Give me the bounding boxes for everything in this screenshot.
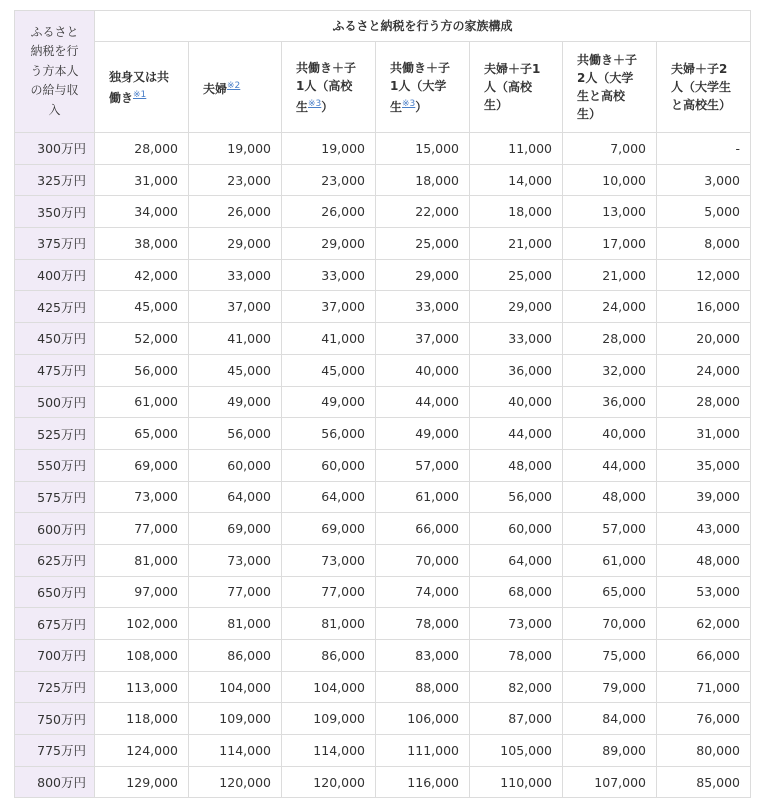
column-header (470, 42, 563, 133)
limit-value-cell: 71,000 (657, 671, 751, 703)
column-header (95, 42, 189, 133)
limit-value-cell: 81,000 (95, 544, 189, 576)
column-header-line (109, 68, 184, 86)
limit-value-cell: 32,000 (563, 354, 657, 386)
limit-value-cell: 57,000 (563, 513, 657, 545)
column-header-line (671, 60, 746, 78)
limit-value-cell: 107,000 (563, 766, 657, 798)
table-row (15, 544, 751, 576)
limit-value-cell: 14,000 (470, 164, 563, 196)
limit-value-cell: 23,000 (189, 164, 282, 196)
income-cell: 750万円 (15, 703, 95, 735)
limit-value-cell: 69,000 (282, 513, 376, 545)
limit-value-cell: 33,000 (282, 259, 376, 291)
column-header (376, 42, 470, 133)
column-header-text: ） (415, 99, 428, 114)
income-cell: 800万円 (15, 766, 95, 798)
limit-value-cell: 37,000 (282, 291, 376, 323)
limit-value-cell: 16,000 (657, 291, 751, 323)
limit-value-cell: 22,000 (376, 196, 470, 228)
column-header-line (577, 105, 652, 123)
limit-value-cell: 48,000 (657, 544, 751, 576)
footnote-link[interactable]: ※3 (308, 98, 322, 109)
limit-value-cell: 65,000 (563, 576, 657, 608)
limit-value-cell: 89,000 (563, 735, 657, 767)
income-cell: 400万円 (15, 259, 95, 291)
table-row (15, 228, 751, 260)
limit-value-cell: 24,000 (563, 291, 657, 323)
column-header-line (390, 77, 465, 95)
column-header (282, 42, 376, 133)
table-row (15, 481, 751, 513)
table-wrapper (14, 10, 751, 798)
limit-value-cell: 11,000 (470, 133, 563, 165)
limit-value-cell: 44,000 (470, 418, 563, 450)
column-header-text: 生と高校 (577, 89, 626, 103)
limit-value-cell: 77,000 (95, 513, 189, 545)
limit-value-cell: 116,000 (376, 766, 470, 798)
limit-value-cell: 52,000 (95, 323, 189, 355)
limit-value-cell: 109,000 (189, 703, 282, 735)
column-header-line (577, 51, 652, 69)
limit-value-cell: 28,000 (657, 386, 751, 418)
limit-value-cell: 108,000 (95, 640, 189, 672)
row-header-title-line: う方本人 (30, 63, 79, 78)
limit-value-cell: 57,000 (376, 449, 470, 481)
limit-value-cell: 49,000 (282, 386, 376, 418)
limit-value-cell: 78,000 (470, 640, 563, 672)
limit-value-cell: 87,000 (470, 703, 563, 735)
column-header-text: 人（大学生 (671, 80, 732, 94)
column-header-text: 生） (577, 107, 602, 121)
row-header-title-line: ふるさと (30, 24, 79, 39)
limit-value-cell: 17,000 (563, 228, 657, 260)
limit-value-cell: 28,000 (563, 323, 657, 355)
limit-value-cell: 106,000 (376, 703, 470, 735)
column-header-text: 夫婦＋子1 (484, 62, 541, 76)
limit-value-cell: 29,000 (470, 291, 563, 323)
limit-value-cell: 75,000 (563, 640, 657, 672)
income-cell: 700万円 (15, 640, 95, 672)
limit-value-cell: 31,000 (95, 164, 189, 196)
table-row (15, 449, 751, 481)
limit-value-cell: 48,000 (470, 449, 563, 481)
income-cell: 550万円 (15, 449, 95, 481)
income-cell: 300万円 (15, 133, 95, 165)
income-cell: 725万円 (15, 671, 95, 703)
column-header-line (109, 86, 184, 107)
income-cell: 675万円 (15, 608, 95, 640)
column-header-text: ） (321, 99, 334, 114)
column-header-text: と高校生） (671, 98, 732, 112)
limit-value-cell: 29,000 (376, 259, 470, 291)
limit-value-cell: 66,000 (657, 640, 751, 672)
column-header-text: 共働き＋子 (577, 53, 638, 67)
table-row (15, 703, 751, 735)
limit-value-cell: 77,000 (282, 576, 376, 608)
column-header-text: 共働き＋子 (390, 60, 451, 75)
limit-value-cell: 109,000 (282, 703, 376, 735)
table-row (15, 766, 751, 798)
limit-value-cell: 44,000 (376, 386, 470, 418)
column-header-line (671, 78, 746, 96)
limit-value-cell: 104,000 (282, 671, 376, 703)
limit-value-cell: 45,000 (95, 291, 189, 323)
limit-value-cell: - (657, 133, 751, 165)
limit-value-cell: 49,000 (376, 418, 470, 450)
column-header (657, 42, 751, 133)
limit-value-cell: 45,000 (282, 354, 376, 386)
limit-value-cell: 69,000 (95, 449, 189, 481)
limit-value-cell: 44,000 (563, 449, 657, 481)
limit-value-cell: 110,000 (470, 766, 563, 798)
table-row (15, 640, 751, 672)
limit-value-cell: 73,000 (189, 544, 282, 576)
limit-value-cell: 42,000 (95, 259, 189, 291)
limit-value-cell: 66,000 (376, 513, 470, 545)
income-cell: 425万円 (15, 291, 95, 323)
column-header-line (484, 96, 558, 114)
limit-value-cell: 69,000 (189, 513, 282, 545)
limit-value-cell: 56,000 (95, 354, 189, 386)
column-header-text: 働き (109, 90, 134, 105)
limit-value-cell: 29,000 (189, 228, 282, 260)
limit-value-cell: 20,000 (657, 323, 751, 355)
limit-value-cell: 73,000 (95, 481, 189, 513)
row-header-title-line: 入 (48, 102, 61, 117)
column-header-text: 生） (484, 98, 509, 112)
income-cell: 600万円 (15, 513, 95, 545)
column-header-line (296, 95, 371, 116)
limit-value-cell: 105,000 (470, 735, 563, 767)
column-header-text: 生 (390, 99, 403, 114)
limit-value-cell: 86,000 (282, 640, 376, 672)
limit-value-cell: 15,000 (376, 133, 470, 165)
footnote-link[interactable]: ※3 (402, 98, 416, 109)
limit-value-cell: 61,000 (563, 544, 657, 576)
limit-value-cell: 61,000 (95, 386, 189, 418)
column-header (563, 42, 657, 133)
limit-value-cell: 48,000 (563, 481, 657, 513)
limit-value-cell: 40,000 (563, 418, 657, 450)
limit-value-cell: 77,000 (189, 576, 282, 608)
limit-value-cell: 34,000 (95, 196, 189, 228)
table-row (15, 386, 751, 418)
row-header-title-line: 納税を行 (30, 44, 79, 59)
column-header-line (484, 60, 558, 78)
table-row (15, 608, 751, 640)
limit-value-cell: 60,000 (470, 513, 563, 545)
limit-value-cell: 39,000 (657, 481, 751, 513)
limit-value-cell: 26,000 (189, 196, 282, 228)
income-cell: 650万円 (15, 576, 95, 608)
limit-value-cell: 60,000 (189, 449, 282, 481)
limit-value-cell: 61,000 (376, 481, 470, 513)
limit-value-cell: 114,000 (282, 735, 376, 767)
limit-value-cell: 56,000 (282, 418, 376, 450)
limit-value-cell: 41,000 (282, 323, 376, 355)
limit-value-cell: 19,000 (189, 133, 282, 165)
table-row (15, 196, 751, 228)
limit-value-cell: 97,000 (95, 576, 189, 608)
limit-value-cell: 31,000 (657, 418, 751, 450)
limit-value-cell: 5,000 (657, 196, 751, 228)
limit-value-cell: 33,000 (376, 291, 470, 323)
table-row (15, 291, 751, 323)
limit-value-cell: 64,000 (189, 481, 282, 513)
limit-value-cell: 83,000 (376, 640, 470, 672)
column-header-line (203, 77, 277, 98)
limit-value-cell: 26,000 (282, 196, 376, 228)
income-cell: 575万円 (15, 481, 95, 513)
column-header-text: 共働き＋子 (296, 60, 357, 75)
limit-value-cell: 40,000 (376, 354, 470, 386)
limit-value-cell: 33,000 (189, 259, 282, 291)
column-header-text: 1人（大学 (390, 78, 447, 93)
column-header-text: 2人（大学 (577, 71, 634, 85)
limit-value-cell: 10,000 (563, 164, 657, 196)
limit-value-cell: 19,000 (282, 133, 376, 165)
limit-value-cell: 82,000 (470, 671, 563, 703)
column-header-text: 1人（高校 (296, 78, 353, 93)
limit-value-cell: 104,000 (189, 671, 282, 703)
limit-value-cell: 73,000 (282, 544, 376, 576)
limit-value-cell: 49,000 (189, 386, 282, 418)
table-row (15, 735, 751, 767)
table-row (15, 133, 751, 165)
column-header-line (296, 77, 371, 95)
table-row (15, 418, 751, 450)
limit-value-cell: 56,000 (189, 418, 282, 450)
column-header-line (671, 96, 746, 114)
limit-value-cell: 25,000 (470, 259, 563, 291)
limit-value-cell: 111,000 (376, 735, 470, 767)
limit-value-cell: 129,000 (95, 766, 189, 798)
table-body (15, 133, 751, 798)
limit-value-cell: 65,000 (95, 418, 189, 450)
limit-value-cell: 18,000 (470, 196, 563, 228)
donation-limit-table (14, 10, 751, 798)
limit-value-cell: 70,000 (563, 608, 657, 640)
income-cell: 625万円 (15, 544, 95, 576)
table-row (15, 164, 751, 196)
limit-value-cell: 12,000 (657, 259, 751, 291)
column-header (189, 42, 282, 133)
limit-value-cell: 25,000 (376, 228, 470, 260)
column-header-row (15, 42, 751, 133)
limit-value-cell: 38,000 (95, 228, 189, 260)
limit-value-cell: 45,000 (189, 354, 282, 386)
limit-value-cell: 74,000 (376, 576, 470, 608)
limit-value-cell: 88,000 (376, 671, 470, 703)
family-composition-header: ふるさと納税を行う方の家族構成 (95, 11, 751, 42)
limit-value-cell: 37,000 (376, 323, 470, 355)
limit-value-cell: 62,000 (657, 608, 751, 640)
limit-value-cell: 113,000 (95, 671, 189, 703)
limit-value-cell: 36,000 (563, 386, 657, 418)
column-header-line (390, 95, 465, 116)
income-cell: 450万円 (15, 323, 95, 355)
limit-value-cell: 118,000 (95, 703, 189, 735)
income-cell: 350万円 (15, 196, 95, 228)
limit-value-cell: 124,000 (95, 735, 189, 767)
limit-value-cell: 53,000 (657, 576, 751, 608)
limit-value-cell: 114,000 (189, 735, 282, 767)
limit-value-cell: 7,000 (563, 133, 657, 165)
column-header-line (296, 59, 371, 77)
limit-value-cell: 86,000 (189, 640, 282, 672)
footnote-link[interactable]: ※1 (133, 89, 147, 100)
limit-value-cell: 43,000 (657, 513, 751, 545)
table-row (15, 576, 751, 608)
limit-value-cell: 41,000 (189, 323, 282, 355)
limit-value-cell: 81,000 (282, 608, 376, 640)
limit-value-cell: 3,000 (657, 164, 751, 196)
limit-value-cell: 80,000 (657, 735, 751, 767)
limit-value-cell: 13,000 (563, 196, 657, 228)
income-cell: 500万円 (15, 386, 95, 418)
limit-value-cell: 85,000 (657, 766, 751, 798)
limit-value-cell: 56,000 (470, 481, 563, 513)
column-header-line (390, 59, 465, 77)
limit-value-cell: 28,000 (95, 133, 189, 165)
column-header-text: 独身又は共 (109, 69, 170, 84)
limit-value-cell: 84,000 (563, 703, 657, 735)
income-cell: 375万円 (15, 228, 95, 260)
table-row (15, 671, 751, 703)
limit-value-cell: 37,000 (189, 291, 282, 323)
row-header-title (15, 11, 95, 133)
income-cell: 775万円 (15, 735, 95, 767)
limit-value-cell: 120,000 (189, 766, 282, 798)
limit-value-cell: 18,000 (376, 164, 470, 196)
column-header-line (577, 87, 652, 105)
limit-value-cell: 81,000 (189, 608, 282, 640)
column-header-text: 夫婦＋子2 (671, 62, 728, 76)
income-cell: 525万円 (15, 418, 95, 450)
column-header-text: 生 (296, 99, 309, 114)
column-header-line (484, 78, 558, 96)
limit-value-cell: 64,000 (282, 481, 376, 513)
income-cell: 325万円 (15, 164, 95, 196)
column-header-text: 人（高校 (484, 80, 533, 94)
table-row (15, 259, 751, 291)
limit-value-cell: 68,000 (470, 576, 563, 608)
column-header-text: 夫婦 (203, 81, 228, 96)
footnote-link[interactable]: ※2 (227, 80, 241, 91)
limit-value-cell: 60,000 (282, 449, 376, 481)
limit-value-cell: 79,000 (563, 671, 657, 703)
row-header-title-line: の給与収 (30, 83, 79, 98)
income-cell: 475万円 (15, 354, 95, 386)
limit-value-cell: 33,000 (470, 323, 563, 355)
limit-value-cell: 23,000 (282, 164, 376, 196)
limit-value-cell: 64,000 (470, 544, 563, 576)
limit-value-cell: 35,000 (657, 449, 751, 481)
limit-value-cell: 78,000 (376, 608, 470, 640)
limit-value-cell: 40,000 (470, 386, 563, 418)
limit-value-cell: 8,000 (657, 228, 751, 260)
limit-value-cell: 70,000 (376, 544, 470, 576)
limit-value-cell: 21,000 (470, 228, 563, 260)
table-row (15, 323, 751, 355)
limit-value-cell: 102,000 (95, 608, 189, 640)
limit-value-cell: 21,000 (563, 259, 657, 291)
limit-value-cell: 76,000 (657, 703, 751, 735)
limit-value-cell: 24,000 (657, 354, 751, 386)
limit-value-cell: 120,000 (282, 766, 376, 798)
limit-value-cell: 36,000 (470, 354, 563, 386)
table-row (15, 354, 751, 386)
limit-value-cell: 73,000 (470, 608, 563, 640)
limit-value-cell: 29,000 (282, 228, 376, 260)
table-row (15, 513, 751, 545)
column-header-line (577, 69, 652, 87)
